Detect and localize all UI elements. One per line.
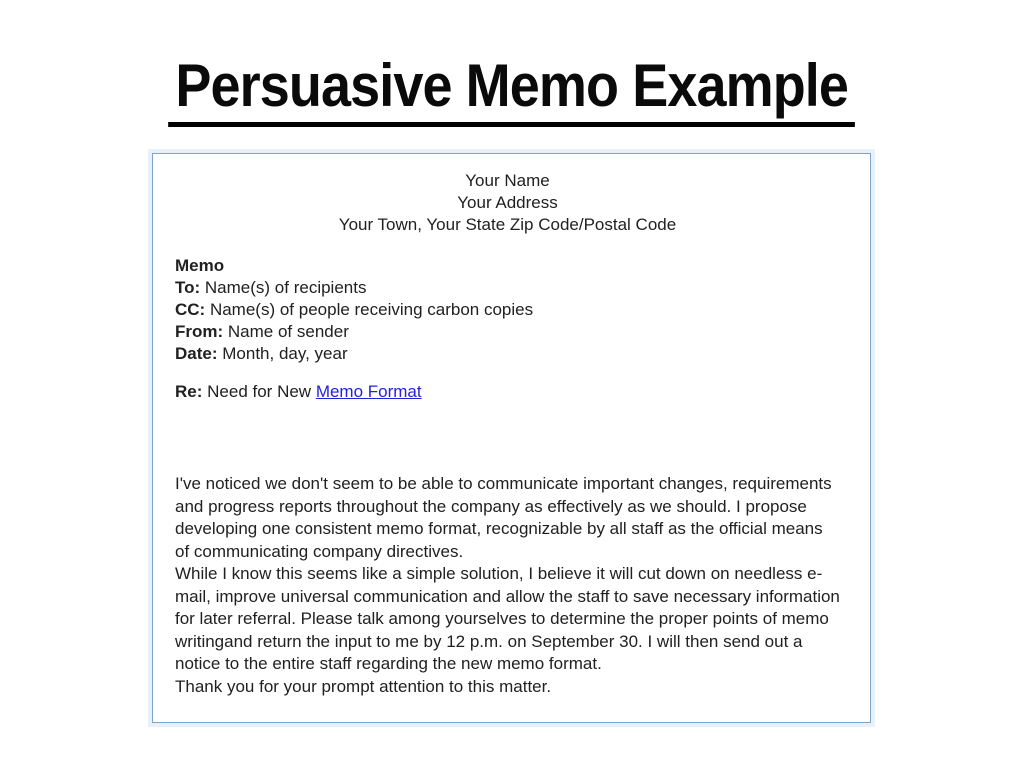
from-label: From: (175, 322, 224, 341)
memo-fields (175, 255, 840, 365)
body-paragraph-2: While I know this seems like a simple solution, I believe it will cut down on needless e-mail, improve universal communication and allow the staff to save necessary information for later referral. Please talk among yourselves to determine the proper points of memo writingand return the input to me by 12 p.m. on September 30. I will then send out a notice to the entire staff regarding the new memo format. (175, 564, 840, 673)
cc-label: CC: (175, 300, 206, 319)
memo-field-from (175, 321, 840, 343)
body-paragraph-3: Thank you for your prompt attention to this matter. (175, 676, 552, 696)
re-label: Re: (175, 382, 203, 401)
memo-field-date (175, 343, 840, 365)
sender-name: Your Name (465, 171, 550, 190)
memo-box (152, 153, 871, 723)
to-value: Name(s) of recipients (204, 278, 367, 297)
date-value: Month, day, year (222, 344, 348, 363)
body-paragraph-1: I've noticed we don't seem to be able to communicate important changes, requirements and progress reports throughout the company as effectively as we should. I propose developing one consistent memo format, recognizable by all staff as the official means of communicating company directives. (175, 474, 832, 561)
sender-town-line: Your Town, Your State Zip Code/Postal Code (338, 215, 677, 234)
memo-sender-header (175, 170, 840, 236)
memo-field-to (175, 277, 840, 299)
sender-address: Your Address (457, 193, 558, 212)
to-label: To: (175, 278, 201, 297)
from-value: Name of sender (227, 322, 349, 341)
re-text: Need for New (207, 382, 316, 401)
memo-field-cc (175, 299, 840, 321)
memo-format-link[interactable]: Memo Format (315, 382, 422, 401)
date-label: Date: (175, 344, 218, 363)
memo-heading-label: Memo (175, 256, 225, 275)
cc-value: Name(s) of people receiving carbon copies (209, 300, 534, 319)
memo-field-re (175, 381, 840, 403)
memo-heading (175, 255, 840, 277)
page-title: Persuasive Memo Example (168, 52, 855, 127)
memo-body (175, 473, 840, 698)
slide-title-container (0, 52, 1024, 127)
